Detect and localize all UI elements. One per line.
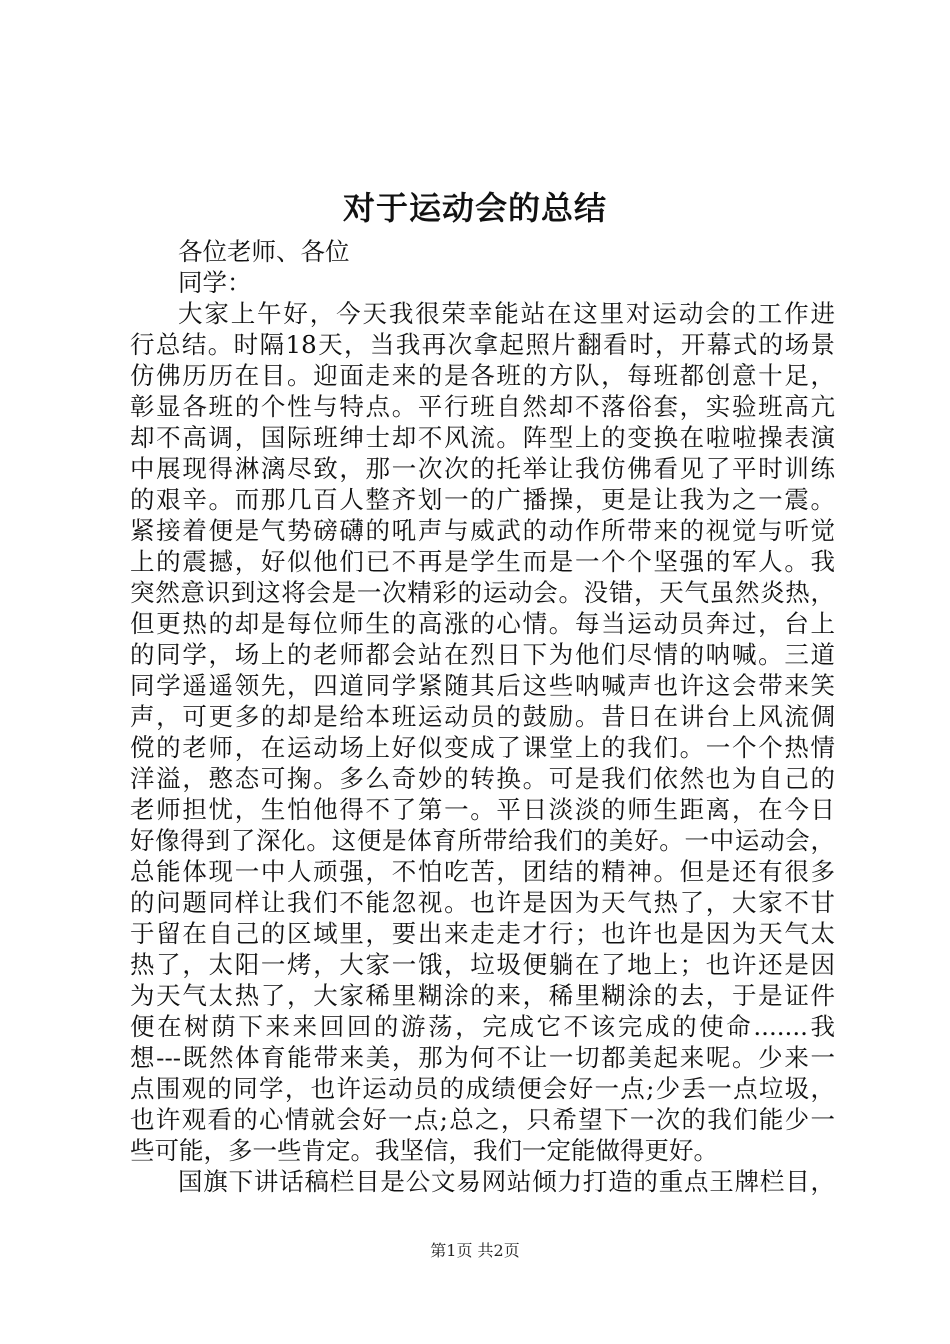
paragraph-line: 行总结。时隔18天，当我再次拿起照片翻看时，开幕式的场景	[130, 330, 835, 359]
document-body	[130, 236, 835, 1197]
paragraph-line: 突然意识到这将会是一次精彩的运动会。没错，天气虽然炎热，	[130, 578, 835, 607]
paragraph-line: 也许观看的心情就会好一点;总之，只希望下一次的我们能少一	[130, 1105, 835, 1134]
paragraph-line: 的艰辛。而那几百人整齐划一的广播操，更是让我为之一震。	[130, 485, 835, 514]
paragraph-line: 仿佛历历在目。迎面走来的是各班的方队，每班都创意十足，	[130, 361, 835, 390]
paragraph-line: 好像得到了深化。这便是体育所带给我们的美好。一中运动会，	[130, 826, 835, 855]
paragraph-line: 想---既然体育能带来美，那为何不让一切都美起来呢。少来一	[130, 1043, 835, 1072]
paragraph-line: 同学遥遥领先，四道同学紧随其后这些呐喊声也许这会带来笑	[130, 671, 835, 700]
greeting-line: 同学：	[178, 268, 252, 297]
paragraph-line: 国旗下讲话稿栏目是公文易网站倾力打造的重点王牌栏目，	[178, 1167, 835, 1196]
paragraph-line: 声，可更多的却是给本班运动员的鼓励。昔日在讲台上风流倜	[130, 702, 835, 731]
paragraph-line: 彰显各班的个性与特点。平行班自然却不落俗套，实验班高亢	[130, 392, 835, 421]
paragraph-line: 的问题同样让我们不能忽视。也许是因为天气热了，大家不甘	[130, 888, 835, 917]
paragraph-line: 于留在自己的区域里，要出来走走才行；也许也是因为天气太	[130, 919, 835, 948]
paragraph-line: 老师担忧，生怕他得不了第一。平日淡淡的师生距离，在今日	[130, 795, 835, 824]
paragraph-line: 洋溢，憨态可掬。多么奇妙的转换。可是我们依然也为自己的	[130, 764, 835, 793]
paragraph-line: 点围观的同学，也许运动员的成绩便会好一点;少丢一点垃圾，	[130, 1074, 835, 1103]
paragraph-line: 上的震撼，好似他们已不再是学生而是一个个坚强的军人。我	[130, 547, 835, 576]
paragraph-line: 却不高调，国际班绅士却不风流。阵型上的变换在啦啦操表演	[130, 423, 835, 452]
paragraph-line: 的同学，场上的老师都会站在烈日下为他们尽情的呐喊。三道	[130, 640, 835, 669]
paragraph-line: 中展现得淋漓尽致，那一次次的托举让我仿佛看见了平时训练	[130, 454, 835, 483]
greeting-line: 各位老师、各位	[178, 237, 350, 266]
paragraph-line: 便在树荫下来来回回的游荡，完成它不该完成的使命.......我	[130, 1012, 835, 1041]
paragraph-line: 傥的老师，在运动场上好似变成了课堂上的我们。一个个热情	[130, 733, 835, 762]
paragraph-line: 些可能，多一些肯定。我坚信，我们一定能做得更好。	[130, 1136, 718, 1165]
document-title: 对于运动会的总结	[342, 189, 607, 227]
paragraph-line: 热了，太阳一烤，大家一饿，垃圾便躺在了地上；也许还是因	[130, 950, 835, 979]
paragraph-line: 紧接着便是气势磅礴的吼声与威武的动作所带来的视觉与听觉	[130, 516, 835, 545]
paragraph-line: 总能体现一中人顽强，不怕吃苦，团结的精神。但是还有很多	[130, 857, 835, 886]
paragraph-line: 大家上午好，今天我很荣幸能站在这里对运动会的工作进	[178, 299, 835, 328]
page-footer: 第1页 共2页	[430, 1241, 520, 1260]
paragraph-line: 但更热的却是每位师生的高涨的心情。每当运动员奔过，台上	[130, 609, 835, 638]
paragraph-line: 为天气太热了，大家稀里糊涂的来，稀里糊涂的去，于是证件	[130, 981, 835, 1010]
